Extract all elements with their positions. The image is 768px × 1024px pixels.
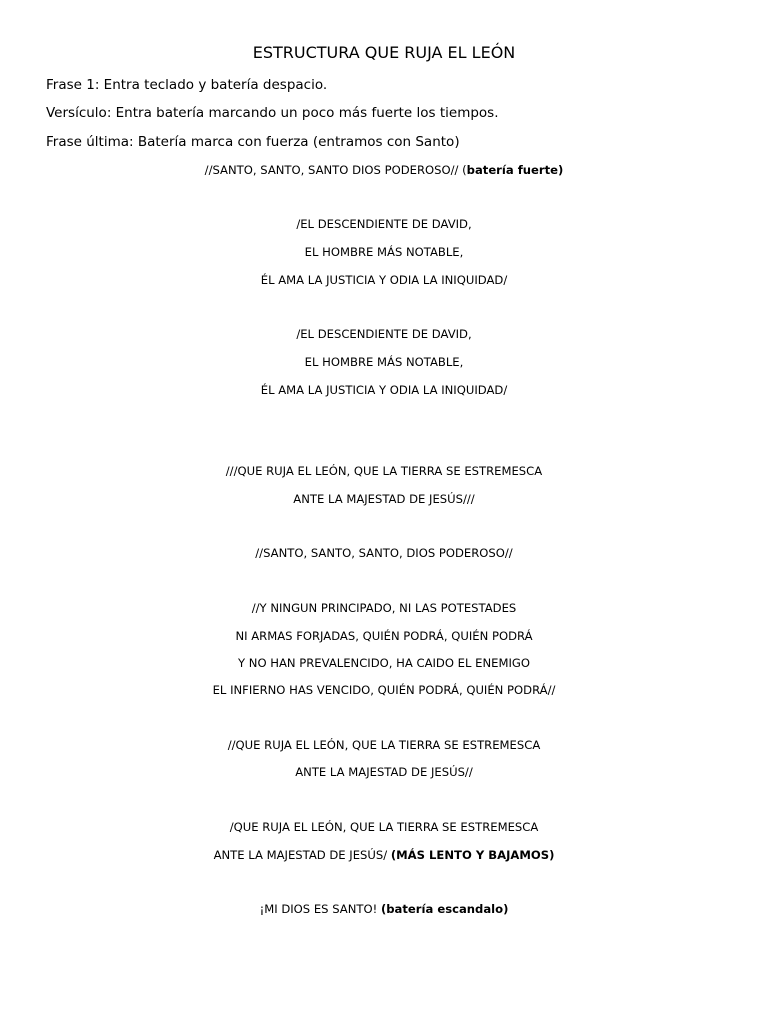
lyric-line (0, 901, 768, 917)
intro-line-last-phrase: Frase última: Batería marca con fuerza (entramos con Santo) (46, 134, 460, 150)
lyric-line: EL HOMBRE MÁS NOTABLE, (304, 355, 464, 369)
lyric-line: NI ARMAS FORJADAS, QUIÉN PODRÁ, QUIÉN PODRÁ (235, 629, 533, 643)
lyric-line: //SANTO, SANTO, SANTO, DIOS PODEROSO// (255, 546, 513, 560)
lyric-line: Y NO HAN PREVALENCIDO, HA CAIDO EL ENEMIGO (238, 656, 530, 670)
lyric-line: /EL DESCENDIENTE DE DAVID, (296, 327, 472, 341)
lyric-text: ¡MI DIOS ES SANTO! (259, 902, 381, 916)
lyric-text: //SANTO, SANTO, SANTO DIOS PODEROSO// ( (204, 163, 467, 177)
lyric-note: (MÁS LENTO Y BAJAMOS) (390, 848, 555, 862)
lyric-line (0, 847, 768, 863)
intro-line-verse: Versículo: Entra batería marcando un poco más fuerte los tiempos. (46, 105, 499, 121)
lyric-line: //Y NINGUN PRINCIPADO, NI LAS POTESTADES (251, 601, 517, 615)
lyric-line: ANTE LA MAJESTAD DE JESÚS// (295, 765, 473, 779)
lyric-line: EL INFIERNO HAS VENCIDO, QUIÉN PODRÁ, QUIÉN PODRÁ// (212, 683, 556, 697)
intro-line-phrase-1: Frase 1: Entra teclado y batería despacio. (46, 77, 328, 93)
lyric-note: batería fuerte) (466, 163, 564, 177)
lyric-note: (batería escandalo) (380, 902, 509, 916)
lyric-line (0, 162, 768, 178)
lyric-line: ANTE LA MAJESTAD DE JESÚS/// (293, 492, 475, 506)
lyric-line: ÉL AMA LA JUSTICIA Y ODIA LA INIQUIDAD/ (260, 273, 508, 287)
lyric-line: //QUE RUJA EL LEÓN, QUE LA TIERRA SE ESTREMESCA (227, 738, 541, 752)
lyric-line: /EL DESCENDIENTE DE DAVID, (296, 217, 472, 231)
lyric-line: ///QUE RUJA EL LEÓN, QUE LA TIERRA SE ESTREMESCA (225, 464, 543, 478)
lyric-line: /QUE RUJA EL LEÓN, QUE LA TIERRA SE ESTREMESCA (229, 820, 539, 834)
lyric-line: ÉL AMA LA JUSTICIA Y ODIA LA INIQUIDAD/ (260, 383, 508, 397)
lyric-text: ANTE LA MAJESTAD DE JESÚS/ (213, 848, 391, 862)
lyric-line: EL HOMBRE MÁS NOTABLE, (304, 245, 464, 259)
document-title: ESTRUCTURA QUE RUJA EL LEÓN (252, 43, 516, 62)
